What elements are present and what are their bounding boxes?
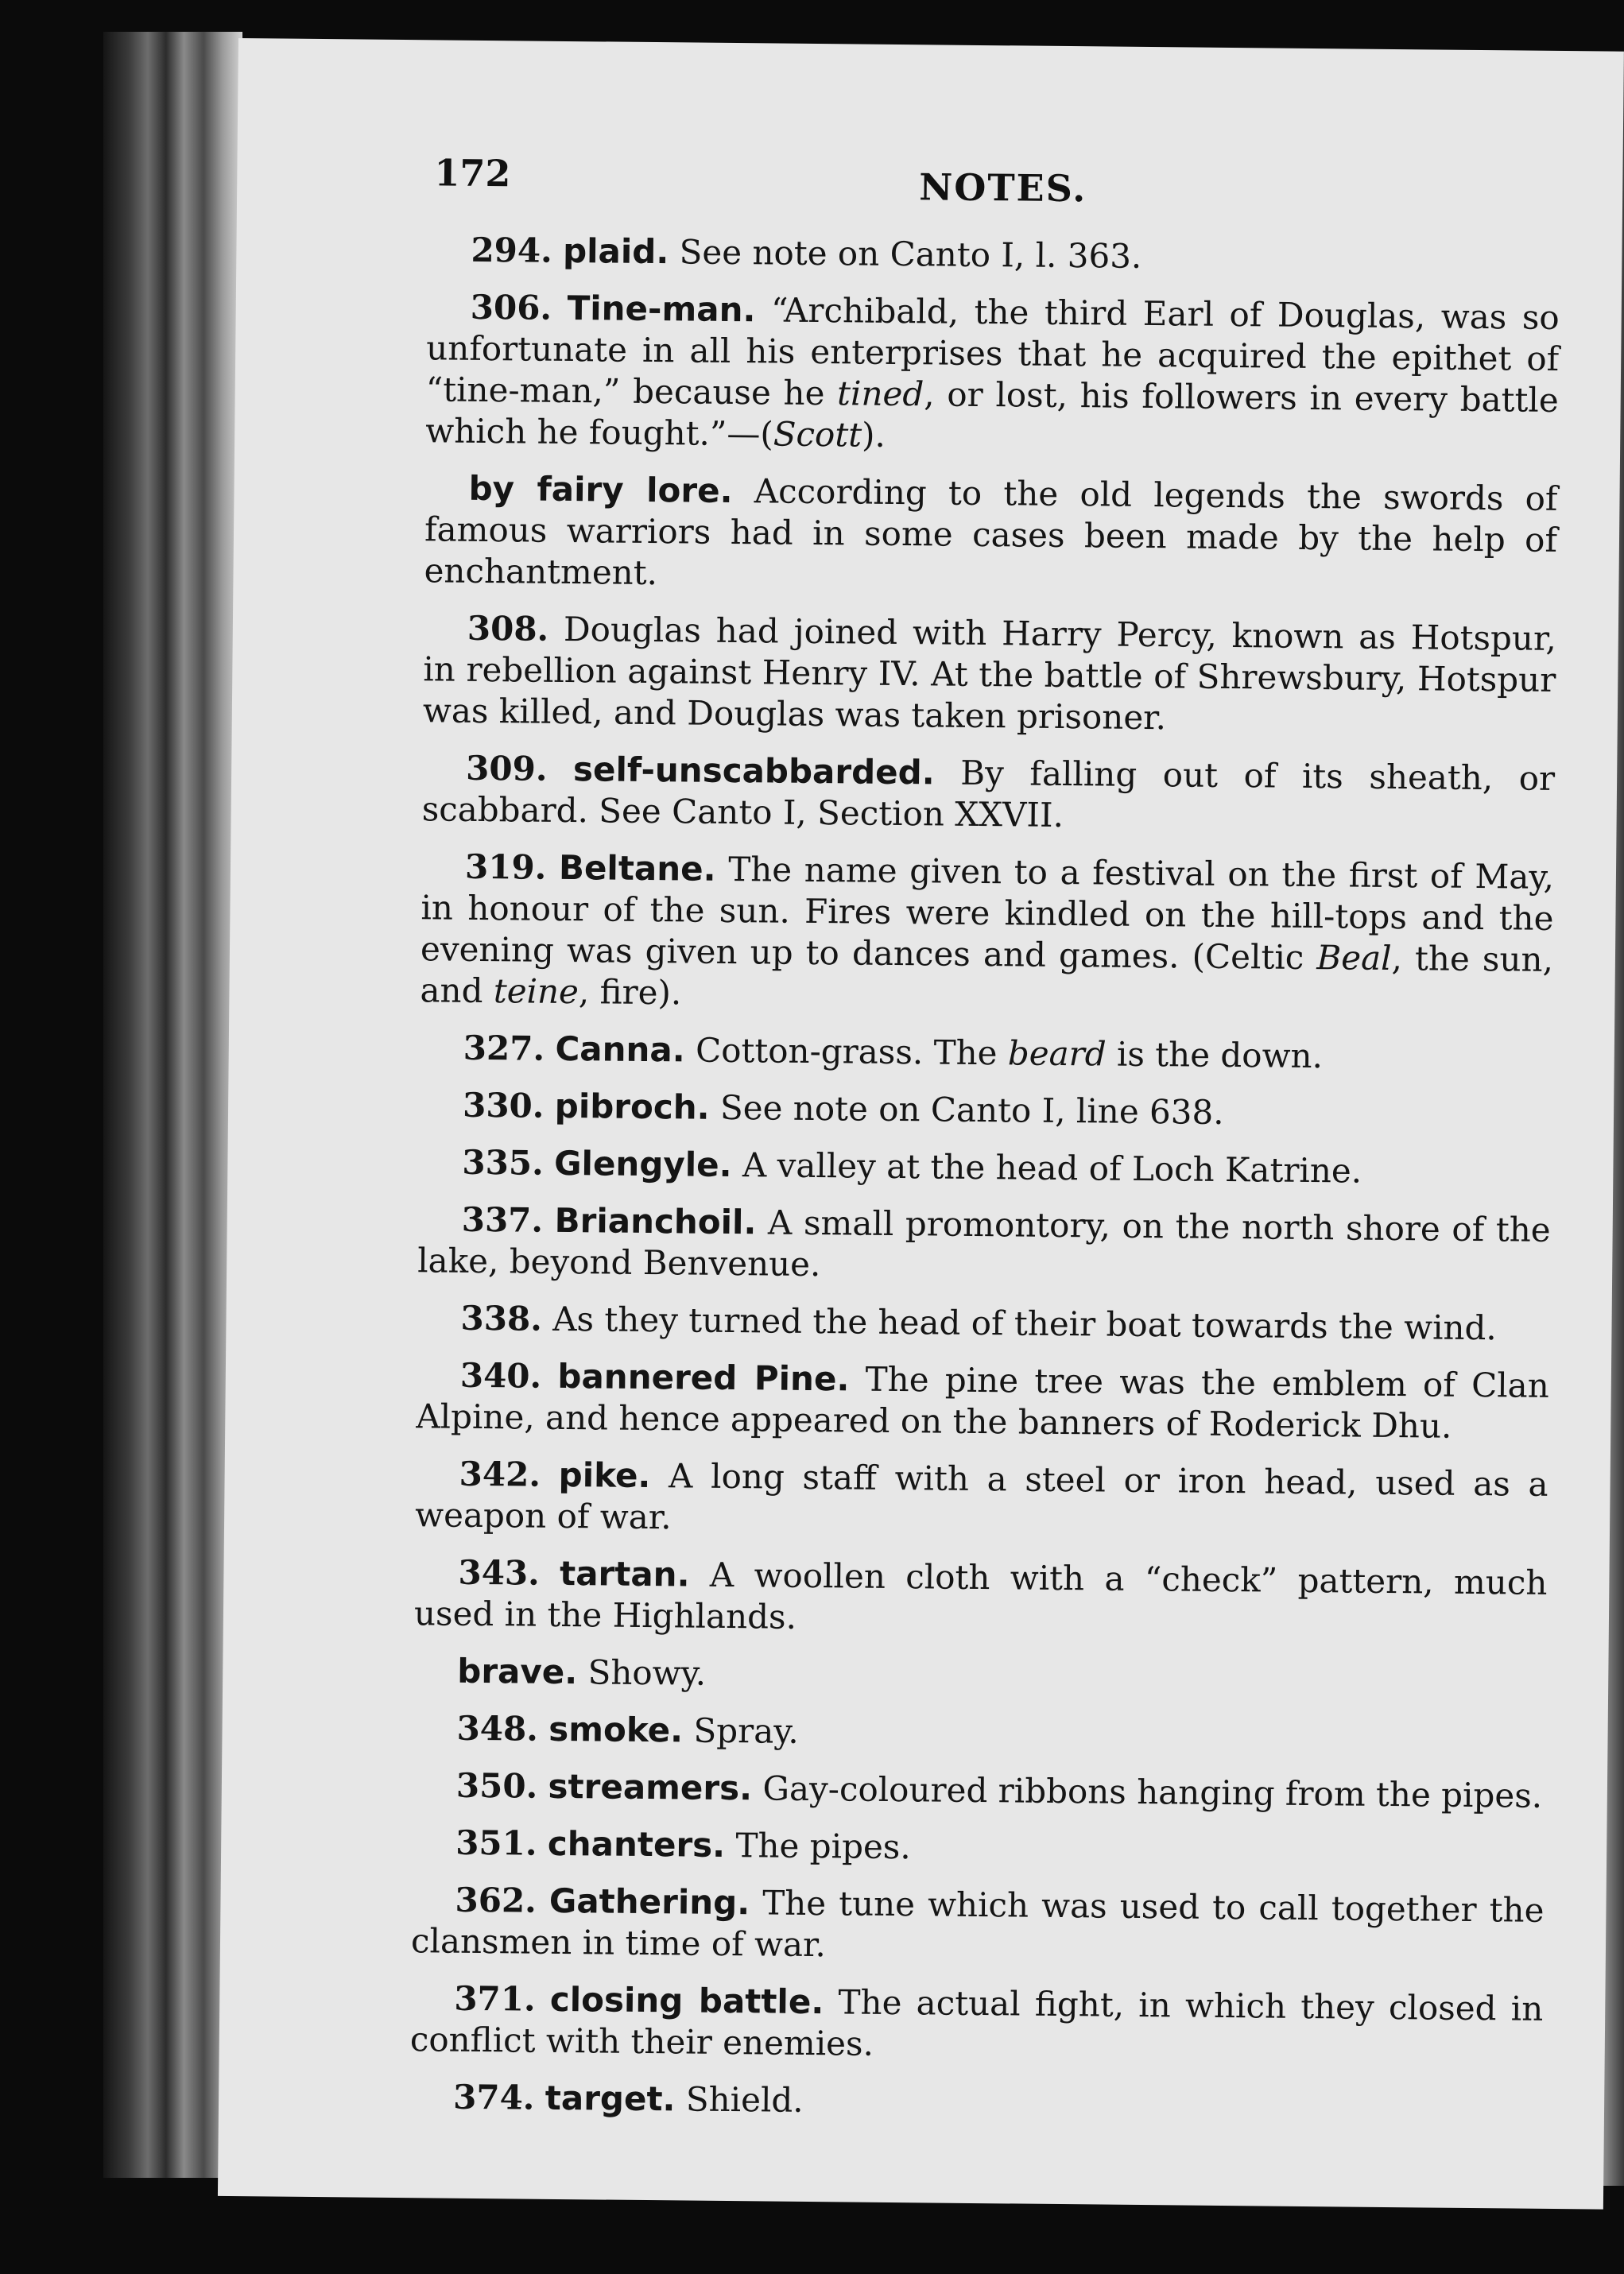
- note-term: Brianchoil.: [554, 1200, 757, 1242]
- note-line-number: 374.: [452, 2077, 535, 2117]
- note-line-number: 338.: [460, 1298, 543, 1338]
- note-text: , fire).: [578, 972, 682, 1013]
- note-term: target.: [545, 2078, 676, 2119]
- note-italic-text: tined: [836, 374, 924, 414]
- note-entry: [420, 846, 1554, 1022]
- note-line-number: 309.: [465, 748, 548, 788]
- note-term: brave.: [457, 1651, 578, 1692]
- note-term: chanters.: [547, 1823, 726, 1865]
- note-line-number: 362.: [455, 1880, 537, 1920]
- note-term: pibroch.: [554, 1086, 710, 1127]
- note-text: A woollen cloth with a “check” pattern, much used in the Highlands.: [413, 1555, 1548, 1637]
- note-entry: [410, 1978, 1544, 2071]
- note-term: Beltane.: [558, 847, 716, 889]
- note-term: pike.: [558, 1455, 651, 1496]
- note-text: A long staff with a steel or iron head, used as a weapon of war.: [414, 1456, 1548, 1537]
- note-term: bannered Pine.: [557, 1356, 850, 1399]
- note-line-number: 306.: [470, 287, 552, 327]
- note-entry: [413, 1765, 1545, 1817]
- note-entry: [416, 1354, 1549, 1448]
- note-term: smoke.: [548, 1709, 684, 1750]
- note-line-number: 319.: [464, 846, 547, 887]
- book-page: [218, 38, 1624, 2210]
- note-text: A valley at the head of Loch Katrine.: [742, 1145, 1362, 1191]
- note-line-number: 351.: [455, 1823, 537, 1863]
- note-entry: [413, 1650, 1546, 1703]
- note-text: By falling out of its sheath, or scabbard. See Canto I, Section XXVII.: [421, 753, 1556, 835]
- notes-list: [409, 229, 1560, 2144]
- note-entry: [413, 1707, 1545, 1760]
- note-line-number: 337.: [461, 1199, 544, 1240]
- note-text: , or lost, his followers in every battle which he fought.”—(: [425, 374, 1559, 454]
- note-entry: [420, 1027, 1552, 1079]
- note-entry: [409, 2076, 1542, 2129]
- note-entry: [419, 1084, 1552, 1137]
- note-term: self-unscabbarded.: [572, 750, 935, 792]
- note-text: ).: [861, 415, 886, 455]
- note-entry: [427, 229, 1560, 281]
- note-line-number: 294.: [471, 230, 552, 270]
- note-entry: [425, 286, 1560, 463]
- note-text: See note on Canto I, l. 363.: [679, 232, 1142, 276]
- note-text: A small promontory, on the north shore of the lake, beyond Benvenue.: [417, 1203, 1551, 1284]
- page-number: 172: [434, 151, 511, 196]
- note-text: Showy.: [587, 1652, 707, 1693]
- note-text: The tune which was used to call together the clansmen in time of war.: [410, 1883, 1545, 1965]
- note-text: Shield.: [685, 2079, 804, 2120]
- note-text: The actual fight, in which they closed in conflict with their enemies.: [409, 1982, 1544, 2063]
- note-text: Cotton-grass. The: [695, 1030, 1009, 1073]
- note-term: tartan.: [559, 1553, 690, 1594]
- note-entry: [415, 1453, 1548, 1547]
- note-entry: [424, 467, 1557, 602]
- running-head: NOTES.: [918, 165, 1087, 211]
- note-term: streamers.: [548, 1766, 753, 1808]
- note-line-number: 348.: [456, 1708, 539, 1749]
- note-line-number: 342.: [459, 1454, 541, 1494]
- note-italic-text: teine: [493, 971, 579, 1012]
- note-line-number: 308.: [467, 608, 549, 649]
- note-entry: [423, 607, 1556, 742]
- note-entry: [418, 1141, 1551, 1194]
- note-term: plaid.: [562, 230, 669, 272]
- note-entry: [417, 1297, 1549, 1350]
- note-term: closing battle.: [549, 1979, 824, 2022]
- note-text: The pipes.: [735, 1826, 911, 1867]
- note-text: As they turned the head of their boat towards the wind.: [552, 1299, 1498, 1348]
- note-term: by fairy lore.: [468, 468, 733, 510]
- note-term: Canna.: [555, 1029, 685, 1070]
- note-line-number: 371.: [454, 1978, 536, 2019]
- note-italic-text: Beal: [1316, 938, 1392, 978]
- note-entry: [412, 1822, 1545, 1874]
- note-italic-text: Scott: [773, 414, 862, 455]
- note-text: Spray.: [693, 1710, 799, 1751]
- note-text: See note on Canto I, line 638.: [719, 1087, 1224, 1132]
- note-term: Tine-man.: [567, 288, 756, 330]
- note-term: Gathering.: [548, 1881, 750, 1923]
- note-text: Gay-coloured ribbons hanging from the pipes.: [762, 1768, 1543, 1815]
- note-line-number: 340.: [459, 1355, 542, 1396]
- note-entry: [414, 1552, 1548, 1645]
- note-entry: [417, 1199, 1551, 1292]
- note-line-number: 335.: [462, 1142, 544, 1183]
- note-entry: [421, 747, 1555, 841]
- note-line-number: 350.: [455, 1765, 538, 1806]
- note-entry: [411, 1879, 1545, 1973]
- note-text: The pine tree was the emblem of Clan Alpine, and hence appeared on the banners of Roderick Dhu.: [416, 1359, 1550, 1446]
- note-text: The name given to a festival on the first of May, in honour of the sun. Fires were kindled on the hill-tops and the evening was given up to dances and games. (Celtic: [420, 849, 1555, 978]
- note-text: According to the old legends the swords of famous warriors had in some cases been made by the help of enchantment.: [424, 471, 1558, 593]
- note-term: Glengyle.: [553, 1143, 732, 1185]
- note-text: Douglas had joined with Harry Percy, known as Hotspur, in rebellion against Henry IV. At the battle of Shrewsbury, Hotspur was killed, and Douglas was taken prisoner.: [422, 609, 1557, 738]
- note-line-number: 330.: [462, 1085, 545, 1125]
- note-italic-text: beard: [1007, 1033, 1107, 1074]
- note-line-number: 343.: [458, 1552, 541, 1593]
- note-text: “Archibald, the third Earl of Douglas, was so unfortunate in all his enterprises that he acquired the epithet of “tine-man,” because he: [425, 290, 1560, 413]
- note-text: is the down.: [1106, 1034, 1324, 1076]
- note-line-number: 327.: [463, 1028, 545, 1068]
- note-text: , the sun, and: [420, 938, 1554, 1011]
